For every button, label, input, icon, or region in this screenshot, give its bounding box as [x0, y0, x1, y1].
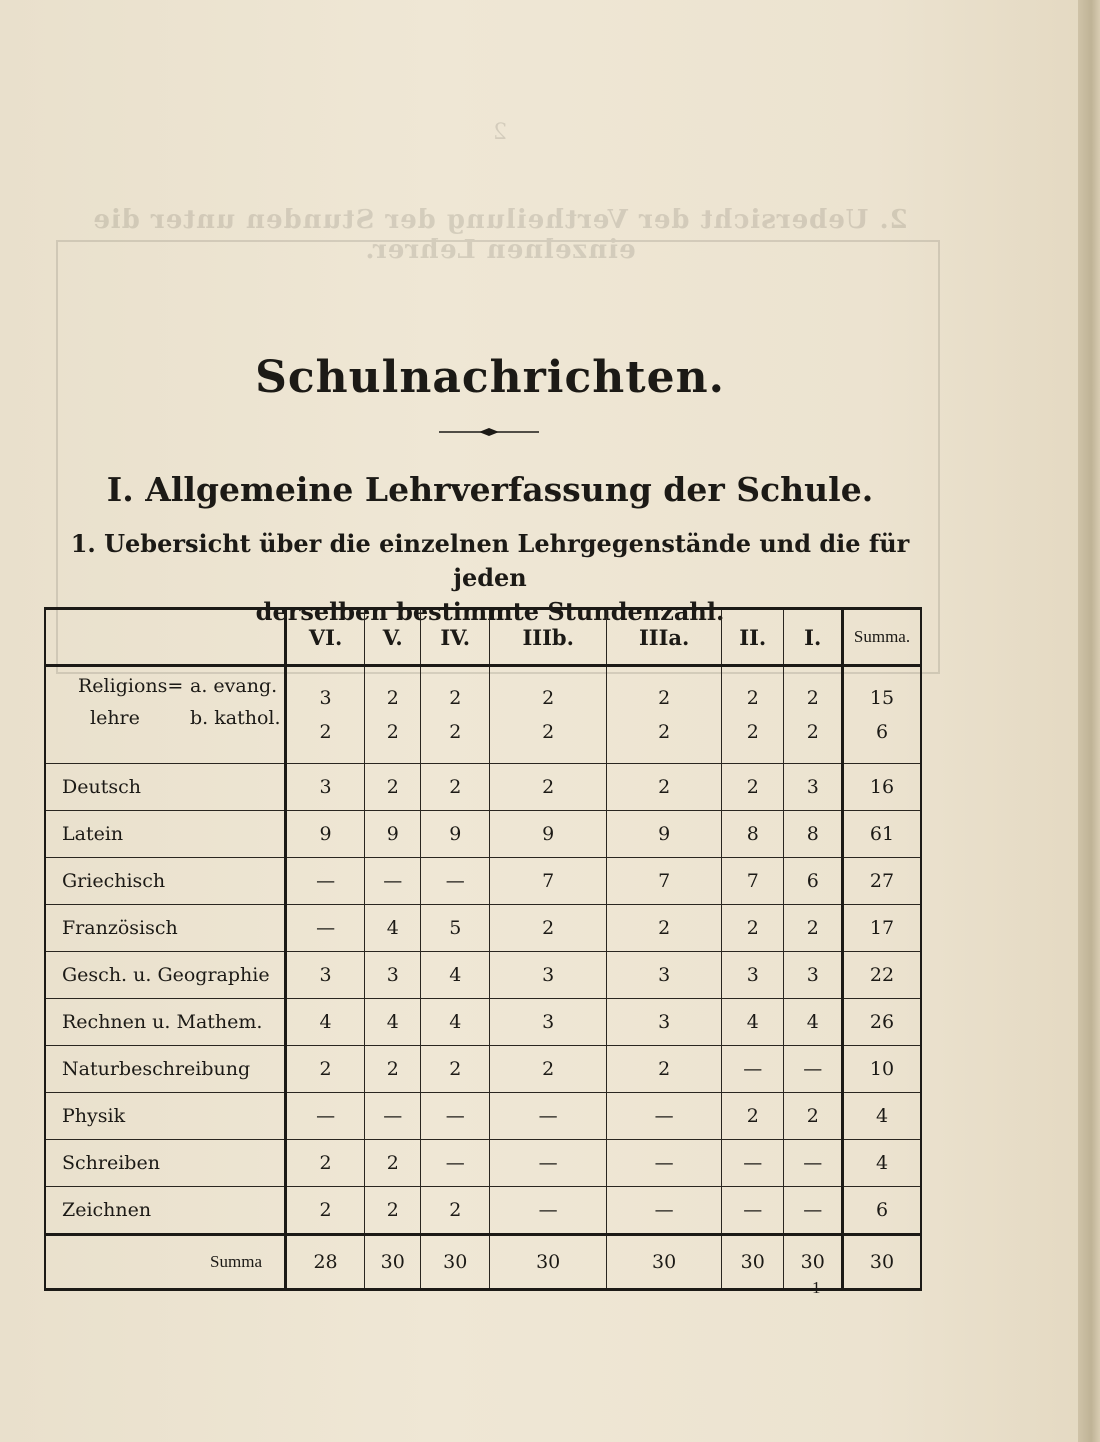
value-cell: 9	[421, 811, 490, 858]
total-cell: 30	[784, 1235, 843, 1290]
sum-cell: 4	[843, 1140, 922, 1187]
subject-cell: Naturbeschreibung	[45, 1046, 286, 1093]
corner-cell	[45, 609, 286, 666]
total-row	[45, 1235, 921, 1290]
value-cell: —	[784, 1140, 843, 1187]
value-cell: 2	[784, 1093, 843, 1140]
value-cell: 3	[784, 952, 843, 999]
total-cell: 30	[722, 1235, 784, 1290]
grand-total-cell: 30	[843, 1235, 922, 1290]
table-row	[45, 1140, 921, 1187]
value-cell: 9	[365, 811, 421, 858]
value-cell: 2	[784, 905, 843, 952]
column-header: IIIb.	[490, 609, 607, 666]
value-cell: 9	[286, 811, 365, 858]
sum-cell: 27	[843, 858, 922, 905]
sum-column-header: Summa.	[843, 609, 922, 666]
value-cell: —	[490, 1187, 607, 1235]
table-row	[45, 905, 921, 952]
value-cell: 2	[365, 1046, 421, 1093]
table-row	[45, 811, 921, 858]
value-cell: —	[490, 1093, 607, 1140]
value-cell: —	[365, 858, 421, 905]
value-cell: 2	[607, 764, 722, 811]
sum-cell: 22	[843, 952, 922, 999]
value-cell: 2 2	[607, 666, 722, 764]
value-cell: —	[607, 1187, 722, 1235]
value-cell: 2 2	[784, 666, 843, 764]
subject-cell: Schreiben	[45, 1140, 286, 1187]
column-header: I.	[784, 609, 843, 666]
subject-cell: Rechnen u. Mathem.	[45, 999, 286, 1046]
table-row	[45, 858, 921, 905]
value-cell: 3	[286, 764, 365, 811]
subsection-line-2: derselben bestimmte Stundenzahl.	[255, 597, 725, 626]
total-cell: 30	[365, 1235, 421, 1290]
value-cell: 2	[286, 1140, 365, 1187]
subject-cell: Griechisch	[45, 858, 286, 905]
total-cell: 30	[421, 1235, 490, 1290]
subsection-line-1: 1. Uebersicht über die einzelnen Lehrgegenstände und die für jeden	[70, 529, 910, 592]
value-cell: —	[365, 1093, 421, 1140]
value-cell: 2	[722, 1093, 784, 1140]
value-cell: —	[286, 905, 365, 952]
value-cell: 2	[490, 1046, 607, 1093]
religion-label-2: lehre	[90, 707, 140, 729]
religion-label-1: Religions=	[78, 675, 184, 697]
subject-cell-religion	[45, 666, 286, 764]
value-cell: 7	[607, 858, 722, 905]
table-row	[45, 764, 921, 811]
value-cell: 2 2	[490, 666, 607, 764]
value-cell: 2 2	[421, 666, 490, 764]
sum-cell: 61	[843, 811, 922, 858]
table-header-row	[45, 609, 921, 666]
sum-cell: 10	[843, 1046, 922, 1093]
value-cell: 4	[421, 999, 490, 1046]
value-cell: —	[421, 1093, 490, 1140]
column-header: V.	[365, 609, 421, 666]
table-row	[45, 999, 921, 1046]
value-cell: 4	[722, 999, 784, 1046]
value-cell: —	[722, 1187, 784, 1235]
lesson-hours-table	[44, 607, 922, 1291]
value-cell: 2	[490, 905, 607, 952]
value-cell: 9	[607, 811, 722, 858]
religion-b-label: b. kathol.	[190, 707, 281, 729]
value-cell: 3	[722, 952, 784, 999]
value-cell: 4	[421, 952, 490, 999]
value-cell: 6	[784, 858, 843, 905]
total-label: Summa	[45, 1235, 286, 1290]
subject-cell: Latein	[45, 811, 286, 858]
value-cell: 8	[784, 811, 843, 858]
value-cell: 4	[784, 999, 843, 1046]
value-cell: 8	[722, 811, 784, 858]
sum-cell: 4	[843, 1093, 922, 1140]
subject-cell: Gesch. u. Geographie	[45, 952, 286, 999]
subject-cell: Zeichnen	[45, 1187, 286, 1235]
value-cell: —	[607, 1140, 722, 1187]
column-header: VI.	[286, 609, 365, 666]
value-cell: 4	[365, 999, 421, 1046]
value-cell: 3	[365, 952, 421, 999]
value-cell: —	[421, 858, 490, 905]
religion-a-label: a. evang.	[190, 675, 278, 697]
value-cell: 3 2	[286, 666, 365, 764]
value-cell: —	[722, 1140, 784, 1187]
value-cell: 2	[421, 1187, 490, 1235]
column-header: II.	[722, 609, 784, 666]
value-cell: 2	[365, 1140, 421, 1187]
value-cell: 2	[421, 764, 490, 811]
value-cell: 2	[365, 764, 421, 811]
sum-cell: 6	[843, 1187, 922, 1235]
value-cell: 4	[286, 999, 365, 1046]
value-cell: 2	[722, 764, 784, 811]
value-cell: 3	[490, 952, 607, 999]
value-cell: —	[722, 1046, 784, 1093]
page-edge	[1078, 0, 1100, 1442]
value-cell: 3	[607, 999, 722, 1046]
value-cell: —	[490, 1140, 607, 1187]
value-cell: 3	[490, 999, 607, 1046]
value-cell: 7	[490, 858, 607, 905]
sum-cell: 26	[843, 999, 922, 1046]
table-row	[45, 1046, 921, 1093]
value-cell: 2	[607, 905, 722, 952]
table-row-religion	[45, 666, 921, 764]
table-row	[45, 1093, 921, 1140]
value-cell: 2 2	[365, 666, 421, 764]
subject-cell: Deutsch	[45, 764, 286, 811]
value-cell: 3	[286, 952, 365, 999]
value-cell: 2	[490, 764, 607, 811]
value-cell: 2	[421, 1046, 490, 1093]
value-cell: 2	[365, 1187, 421, 1235]
value-cell: 2	[607, 1046, 722, 1093]
value-cell: —	[607, 1093, 722, 1140]
table-row	[45, 952, 921, 999]
value-cell: 5	[421, 905, 490, 952]
value-cell: 3	[607, 952, 722, 999]
value-cell: 3	[784, 764, 843, 811]
sum-cell: 17	[843, 905, 922, 952]
value-cell: —	[784, 1187, 843, 1235]
sum-cell: 16	[843, 764, 922, 811]
total-cell: 30	[607, 1235, 722, 1290]
sum-cell: 15 6	[843, 666, 922, 764]
page-number: 1	[812, 1278, 821, 1297]
value-cell: 9	[490, 811, 607, 858]
value-cell: 4	[365, 905, 421, 952]
total-cell: 30	[490, 1235, 607, 1290]
value-cell: —	[286, 858, 365, 905]
column-header: IIIa.	[607, 609, 722, 666]
value-cell: 2	[286, 1187, 365, 1235]
value-cell: 2 2	[722, 666, 784, 764]
subject-cell: Physik	[45, 1093, 286, 1140]
page-title: Schulnachrichten.	[255, 352, 725, 403]
value-cell: 7	[722, 858, 784, 905]
subject-cell: Französisch	[45, 905, 286, 952]
table-row	[45, 1187, 921, 1235]
value-cell: 2	[722, 905, 784, 952]
total-cell: 28	[286, 1235, 365, 1290]
value-cell: —	[421, 1140, 490, 1187]
section-heading: I. Allgemeine Lehrverfassung der Schule.	[106, 470, 874, 509]
column-header: IV.	[421, 609, 490, 666]
divider-ornament	[439, 425, 539, 439]
value-cell: 2	[286, 1046, 365, 1093]
value-cell: —	[286, 1093, 365, 1140]
value-cell: —	[784, 1046, 843, 1093]
